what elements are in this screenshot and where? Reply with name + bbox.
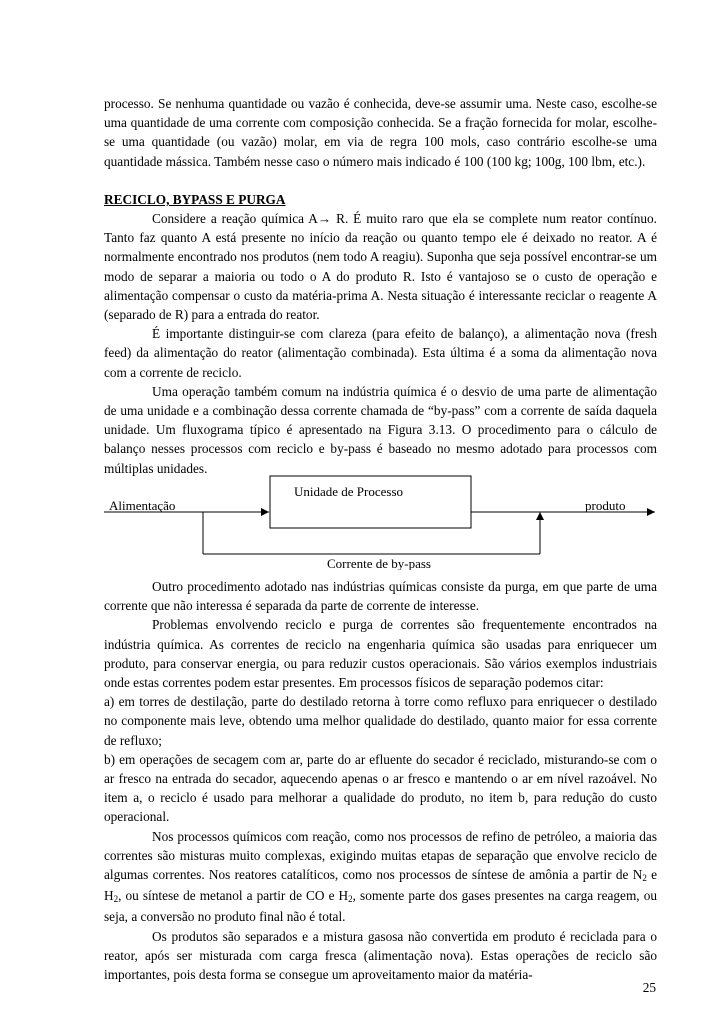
paragraph-chemical-processes-part4: , somente parte dos gases presentes na carga reagem, ou seja, a conversão no produto final não é total. (104, 888, 657, 925)
feed-label: Alimentação (109, 498, 176, 513)
paragraph-purge: Outro procedimento adotado nas indústrias químicas consiste da purga, em que parte de uma corrente que não interessa é separada da parte de corrente de interesse. (104, 579, 657, 614)
paragraph-chemical-processes-part3: , ou síntese de metanol a partir de CO e H (118, 888, 349, 904)
subscript-h2-first: 2 (113, 894, 119, 905)
paragraph-intro: processo. Se nenhuma quantidade ou vazão é conhecida, deve-se assumir uma. Neste caso, escolhe-se uma quantidade de uma corrente com composição conhecida. Se a fração fornecida for molar, escolhe-se uma quantidade (ou vazão) molar, em via de regra 100 mols, caso contrário escolhe-se uma quantidade mássica. Também nesse caso o número mais indicado é 100 (100 kg; 100g, 100 lbm, etc.). (104, 96, 657, 169)
list-item-distillation: a) em torres de destilação, parte do destilado retorna à torre como refluxo para enriquecer o destilado no componente mais leve, obtendo uma melhor qualidade do destilado, quanto maior for essa corrente de refluxo; (104, 694, 657, 748)
product-label: produto (585, 498, 626, 513)
page-number: 25 (642, 980, 656, 995)
paragraph-chemical-processes-part2: e H (104, 867, 657, 904)
paragraph-chemical-processes-part1: Nos processos químicos com reação, como nos processos de refino de petróleo, a maioria das correntes são misturas muito complexas, exigindo muitas etapas de separação que envolve reciclo de algumas correntes. Nos reatores catalíticos, como nos processos de síntese de amônia a partir de N (104, 828, 657, 883)
paragraph-reaction: Considere a reação química A→ R. É muito raro que ela se complete num reator contínuo. Tanto faz quanto A está presente no início da reação ou quanto tempo ele é deixado no reator. A é normalmente encontrado nos produtos (nem todo A reagiu). Suponha que seja possível encontrar-se um modo de separar a maioria ou todo o A do produto R. Isto é vantajoso se o custo de operação e alimentação compensar o custo da matéria-prima A. Nesta situação é interessante reciclar o reagente A (separado de R) para a entrada do reator. (104, 211, 657, 323)
paragraph-fresh-feed: É importante distinguir-se com clareza (para efeito de balanço), a alimentação nova (fresh feed) da alimentação do reator (alimentação combinada). Esta última é a soma da alimentação nova com a corrente de reciclo. (104, 326, 657, 380)
bypass-label: Corrente de by-pass (327, 556, 431, 570)
text-block-bottom (104, 577, 657, 984)
subscript-h2-second: 2 (348, 894, 353, 905)
product-arrow-icon (647, 508, 655, 516)
process-unit-label: Unidade de Processo (294, 484, 404, 499)
text-block-top (104, 94, 657, 478)
paragraph-bypass: Uma operação também comum na indústria química é o desvio de uma parte de alimentação de uma unidade e a combinação dessa corrente chamada de “by-pass” com a corrente de saída daquela unidade. Um fluxograma típico é apresentado na Figura 3.13. O procedimento para o cálculo de balanço nesses processos com reciclo e by-pass é baseado no mesmo adotado para processos com múltiplas unidades. (104, 383, 657, 476)
paragraph-chemical-processes (104, 827, 657, 927)
subscript-n2: 2 (642, 873, 647, 884)
bypass-arrow-icon (536, 512, 544, 520)
paragraph-recycle-problems: Problemas envolvendo reciclo e purga de correntes são frequentemente encontrados na indústria química. As correntes de reciclo na engenharia química são usadas para enriquecer um produto, para conservar energia, ou para reduzir custos operacionais. São vários exemplos industriais onde estas correntes podem estar presentes. Em processos físicos de separação podemos citar: (104, 617, 657, 691)
bypass-flow-diagram (0, 470, 728, 570)
list-item-drying: b) em operações de secagem com ar, parte do ar efluente do secador é reciclado, misturando-se com o ar fresco na entrada do secador, aquecendo apenas o ar fresco e mantendo o ar em nível razoável. No item a, o reciclo é usado para melhorar a qualidade do produto, no item b, para redução do custo operacional. (104, 751, 657, 825)
feed-arrow-icon (261, 508, 269, 516)
section-heading: RECICLO, BYPASS E PURGA (104, 191, 286, 207)
paragraph-products-separated: Os produtos são separados e a mistura gasosa não convertida em produto é reciclada para o reator, após ser misturada com carga fresca (alimentação nova). Estas operações de reciclo são importantes, pois desta forma se consegue um aproveitamento maior da matéria- (104, 928, 657, 983)
